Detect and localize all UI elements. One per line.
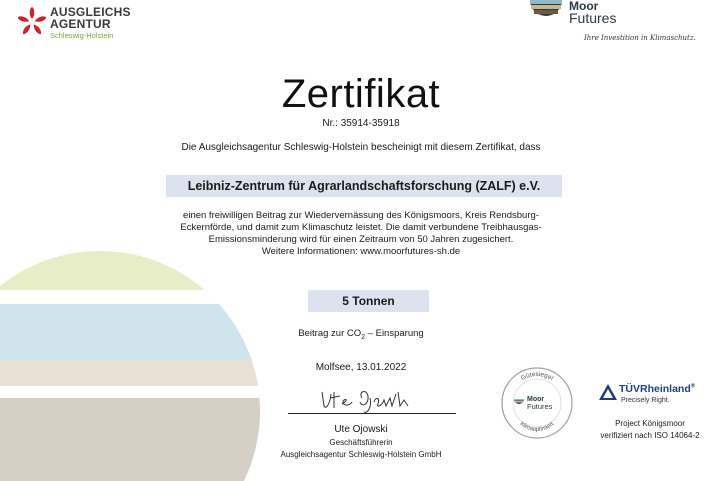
tuv-triangle-icon [598,383,618,401]
body-line-3: Emissionsminderung wird für einen Zeitraum von 50 Jahren zugesichert. [208,234,514,245]
signature-line [288,413,456,414]
moor-logo-line1: Moor [569,0,599,13]
contribution-label: Beitrag zur $CO_2$ – Einsparung [298,328,424,341]
recipient-box: Leibniz-Zentrum für Agrarlandschaftsforschung (ZALF) e.V. [166,175,562,197]
signatory-role: Geschäftsführerin [329,438,393,447]
place-date: Molfsee, 13.01.2022 [315,362,407,373]
flower-icon [18,6,48,38]
moor-logo-tagline: Ihre Investition in Klimaschutz. [584,34,696,42]
moorfutures-logo [524,0,714,50]
verification-label: verifiziert nach ISO 14064-2 [600,431,700,440]
tuv-brand: TÜVRheinland® [619,383,696,395]
signatory-name: Ute Ojowski [334,424,388,435]
band-gap [0,290,300,304]
certificate-number-value: 35914-35918 [340,118,400,129]
signatory-organization: Ausgleichsagentur Schleswig-Holstein GmbH [280,450,442,459]
agentur-logo-subline: Schleswig-Holstein [50,31,114,40]
certificate-intro: Die Ausgleichsagentur Schleswig-Holstein bescheinigt mit diesem Zertifikat, dass [181,142,541,153]
certificate-number [0,118,722,129]
moor-layers-icon [528,0,564,26]
seal-brand-line2: Futures [527,402,553,411]
band-gap-2 [0,386,300,398]
moor-logo-line2: Futures [569,10,617,26]
body-line-4: Weitere Informationen: www.moorfutures-sh.de [261,246,461,257]
project-label: Project Königsmoor [615,419,685,428]
ausgleichsagentur-logo [18,4,158,44]
tuv-tagline: Precisely Right. [621,397,670,404]
seal-bottom-text: klimaoptimiert [518,421,556,434]
certificate-number-label: Nr.: [322,118,338,129]
tuv-rheinland-logo [596,380,706,420]
seal-brand-line1: Moor [527,396,545,403]
agentur-logo-name: AUSGLEICHS AGENTUR [50,5,131,31]
body-line-2: Eckernförde, und damit zum Klimaschutz leistet. Die damit verbundene Treibhausgas- [180,222,542,233]
amount-box: 5 Tonnen [308,290,429,312]
certificate-title: Zertifikat [281,72,441,116]
handwritten-signature [318,384,418,414]
seal-top-text: Gütesiegel [519,370,555,383]
quality-seal [500,366,574,440]
body-line-1: einen freiwilligen Beitrag zur Wiedervernässung des Königsmoors, Kreis Rendsburg- [183,210,539,221]
